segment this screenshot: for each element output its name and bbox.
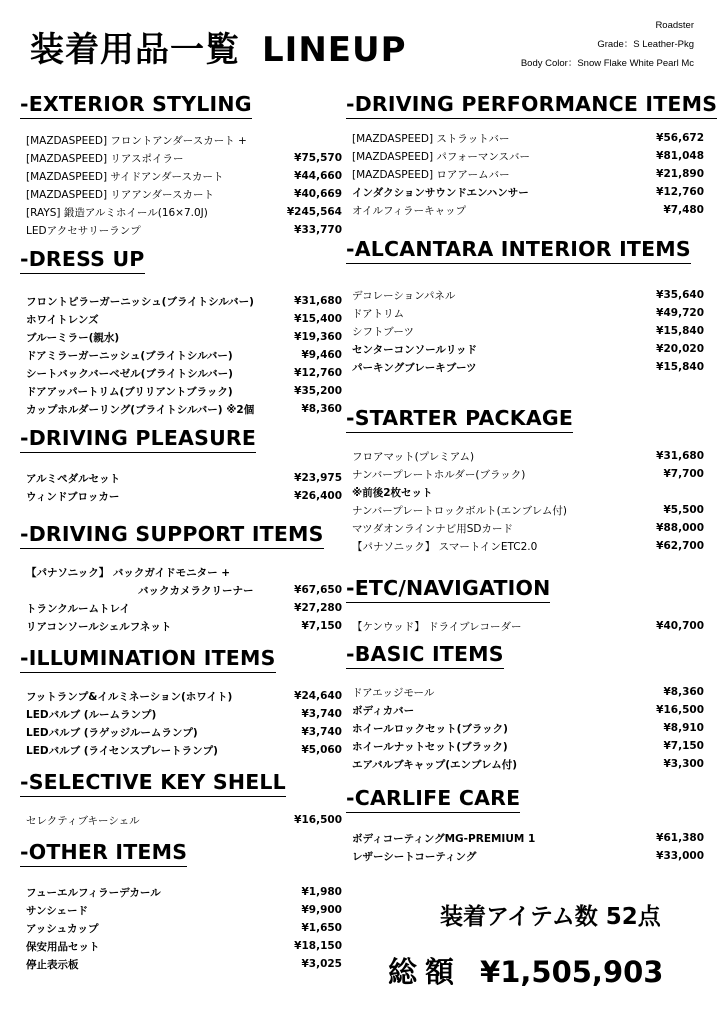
section-title: -DRIVING PLEASURE: [20, 426, 256, 453]
list-item: [346, 847, 704, 865]
item-price: ¥33,770: [294, 224, 342, 236]
item-name: トランクルームトレイ: [26, 602, 130, 615]
list-item: [346, 304, 704, 322]
list-item: [20, 328, 342, 346]
list-item: [20, 221, 342, 239]
item-name: ウィンドブロッカー: [26, 490, 120, 503]
item-price: ¥16,500: [656, 704, 704, 716]
grade: Grade：S Leather-Pkg: [597, 39, 694, 50]
item-name: ナンバープレートホルダー(ブラック): [352, 468, 526, 481]
list-item: [346, 683, 704, 701]
item-list: [346, 829, 704, 865]
item-name: リアコンソールシェルフネット: [26, 620, 172, 633]
item-name: [MAZDASPEED] リアアンダースカート: [26, 188, 215, 201]
list-item: [20, 487, 342, 505]
item-price: ¥12,760: [656, 186, 704, 198]
list-item: [346, 829, 704, 847]
section-dress-up: [20, 247, 342, 418]
item-name: ホワイトレンズ: [26, 313, 99, 326]
item-name: ホイールロックセット(ブラック): [352, 722, 508, 735]
list-item: [20, 687, 342, 705]
list-item: [346, 719, 704, 737]
item-name: 【ケンウッド】 ドライブレコーダー: [352, 620, 522, 633]
item-list: [20, 292, 342, 418]
list-item: [346, 286, 704, 304]
item-list: [20, 469, 342, 505]
list-item: [346, 737, 704, 755]
item-price: ¥3,300: [663, 758, 704, 770]
item-price: ¥7,700: [663, 468, 704, 480]
section-starter-package: [346, 406, 704, 555]
item-name: ホイールナットセット(ブラック): [352, 740, 508, 753]
item-price: ¥16,500: [294, 814, 342, 826]
item-price: ¥15,840: [656, 361, 704, 373]
item-price: ¥5,500: [663, 504, 704, 516]
item-name: フューエルフィラーデカール: [26, 886, 161, 899]
item-price: ¥33,000: [656, 850, 704, 862]
item-name: セレクティブキーシェル: [26, 814, 140, 827]
item-name: マツダオンラインナビ用SDカード: [352, 522, 514, 535]
list-item: [346, 447, 704, 465]
section-title: -DRESS UP: [20, 247, 145, 274]
item-list: [20, 687, 342, 759]
item-list: [346, 447, 704, 555]
list-item: [20, 469, 342, 487]
item-name: 【パナソニック】 スマートインETC2.0: [352, 540, 538, 553]
section-title: -DRIVING PERFORMANCE ITEMS: [346, 92, 717, 119]
list-item: [20, 723, 342, 741]
list-item: [20, 310, 342, 328]
item-name: バックカメラクリーナー: [138, 584, 254, 597]
item-price: ¥44,660: [294, 170, 342, 182]
item-price: ¥23,975: [294, 472, 342, 484]
section-title: -BASIC ITEMS: [346, 642, 504, 669]
item-price: ¥1,980: [301, 886, 342, 898]
list-item: [20, 346, 342, 364]
item-price: ¥8,910: [663, 722, 704, 734]
list-item: [20, 167, 342, 185]
list-item: [20, 705, 342, 723]
item-name: [MAZDASPEED] サイドアンダースカート: [26, 170, 224, 183]
item-price: ¥12,760: [294, 367, 342, 379]
item-list: [20, 883, 342, 973]
list-item: [20, 581, 342, 599]
section-title: -ILLUMINATION ITEMS: [20, 646, 276, 673]
item-price: ¥3,740: [301, 708, 342, 720]
item-price: ¥15,400: [294, 313, 342, 325]
item-name: LEDバルブ (ライセンスプレートランプ): [26, 744, 218, 757]
item-name: [RAYS] 鍛造アルミホイール(16×7.0J): [26, 206, 208, 219]
item-name: シートバックバーベゼル(ブライトシルバー): [26, 367, 233, 380]
item-name: フロントピラーガーニッシュ(ブライトシルバー): [26, 295, 254, 308]
item-list: [346, 286, 704, 376]
body-color: Body Color：Snow Flake White Pearl Mc: [520, 58, 694, 69]
section-title: -STARTER PACKAGE: [346, 406, 573, 433]
list-item: [346, 483, 704, 501]
vehicle-info: [521, 16, 694, 73]
item-price: ¥18,150: [294, 940, 342, 952]
list-item: [346, 501, 704, 519]
item-name: 停止表示板: [26, 958, 79, 971]
item-name: ドアミラーガーニッシュ(ブライトシルバー): [26, 349, 233, 362]
item-name: フットランプ&イルミネーション(ホワイト): [26, 690, 233, 703]
item-name: 【パナソニック】 バックガイドモニター +: [26, 566, 231, 579]
list-item: [20, 901, 342, 919]
item-price: ¥24,640: [294, 690, 342, 702]
section-title: -DRIVING SUPPORT ITEMS: [20, 522, 324, 549]
list-item: [20, 149, 342, 167]
page-title: [30, 22, 407, 71]
section-exterior-styling: [20, 92, 342, 239]
list-item: [20, 382, 342, 400]
list-item: [346, 701, 704, 719]
list-item: [20, 185, 342, 203]
item-price: ¥9,460: [301, 349, 342, 361]
item-name: ナンバープレートロックボルト(エンブレム付): [352, 504, 567, 517]
title-jp: 装着用品一覧: [30, 30, 240, 70]
item-price: ¥8,360: [663, 686, 704, 698]
item-list: [346, 683, 704, 773]
section-driving-support-items: [20, 522, 342, 635]
item-price: ¥9,900: [301, 904, 342, 916]
item-name: [MAZDASPEED] ストラットバー: [352, 132, 510, 145]
item-name: [MAZDASPEED] ロアアームバー: [352, 168, 510, 181]
total-label: 総額: [388, 955, 463, 989]
item-price: ¥31,680: [294, 295, 342, 307]
list-item: [20, 131, 342, 149]
section-carlife-care: [346, 786, 704, 865]
item-name: LEDアクセサリーランプ: [26, 224, 141, 237]
list-item: [346, 617, 704, 635]
list-item: [346, 755, 704, 773]
list-item: [346, 340, 704, 358]
item-price: ¥56,672: [656, 132, 704, 144]
item-name: ボディカバー: [352, 704, 415, 717]
item-name: アッシュカップ: [26, 922, 99, 935]
item-list: [20, 131, 342, 239]
item-price: ¥40,700: [656, 620, 704, 632]
section-title: -ETC/NAVIGATION: [346, 576, 550, 603]
item-price: ¥88,000: [656, 522, 704, 534]
list-item: [346, 165, 704, 183]
list-item: [346, 322, 704, 340]
list-item: [346, 358, 704, 376]
item-name: カップホルダーリング(ブライトシルバー) ※2個: [26, 403, 255, 416]
list-item: [346, 201, 704, 219]
list-item: [20, 741, 342, 759]
list-item: [346, 537, 704, 555]
item-price: ¥8,360: [301, 403, 342, 415]
item-price: ¥7,150: [301, 620, 342, 632]
item-name: アルミペダルセット: [26, 472, 121, 485]
section-basic-items: [346, 642, 704, 773]
item-price: ¥245,564: [286, 206, 342, 218]
section-driving-performance-items: [346, 92, 718, 219]
item-name: パーキングブレーキブーツ: [352, 361, 477, 374]
list-item: [20, 883, 342, 901]
item-name: ※前後2枚セット: [352, 486, 433, 499]
item-price: ¥35,200: [294, 385, 342, 397]
item-price: ¥20,020: [656, 343, 704, 355]
item-price: ¥5,060: [301, 744, 342, 756]
section-title: -CARLIFE CARE: [346, 786, 520, 813]
item-price: ¥3,740: [301, 726, 342, 738]
item-price: ¥7,150: [663, 740, 704, 752]
section-title: -SELECTIVE KEY SHELL: [20, 770, 286, 797]
section-selective-key-shell: [20, 770, 342, 829]
list-item: [20, 563, 342, 581]
item-name: センターコンソールリッド: [352, 343, 477, 356]
item-name: デコレーションパネル: [352, 289, 456, 302]
item-name: フロアマット(プレミアム): [352, 450, 475, 463]
item-name: ブルーミラー(親水): [26, 331, 120, 344]
item-list: [346, 129, 704, 219]
item-name: LEDバルブ (ラゲッジルームランプ): [26, 726, 198, 739]
list-item: [20, 400, 342, 418]
item-name: [MAZDASPEED] パフォーマンスバー: [352, 150, 531, 163]
list-item: [20, 919, 342, 937]
item-name: インダクションサウンドエンハンサー: [352, 186, 529, 199]
list-item: [346, 129, 704, 147]
item-price: ¥35,640: [656, 289, 704, 301]
item-name: ドアトリム: [352, 307, 405, 320]
list-item: [346, 519, 704, 537]
item-price: ¥49,720: [656, 307, 704, 319]
item-name: オイルフィラーキャップ: [352, 204, 467, 217]
item-price: ¥19,360: [294, 331, 342, 343]
list-item: [20, 599, 342, 617]
item-price: ¥81,048: [656, 150, 704, 162]
item-name: [MAZDASPEED] フロントアンダースカート +: [26, 134, 247, 147]
section-driving-pleasure: [20, 426, 342, 505]
item-name: 保安用品セット: [26, 940, 100, 953]
item-price: ¥21,890: [656, 168, 704, 180]
list-item: [20, 292, 342, 310]
section-other-items: [20, 840, 342, 973]
model-name: Roadster: [655, 20, 694, 31]
item-name: [MAZDASPEED] リアスポイラー: [26, 152, 184, 165]
list-item: [20, 955, 342, 973]
list-item: [346, 183, 704, 201]
item-price: ¥31,680: [656, 450, 704, 462]
list-item: [346, 147, 704, 165]
item-list: [20, 563, 342, 635]
title-en: LINEUP: [262, 30, 407, 70]
item-name: サンシェード: [26, 904, 89, 917]
item-price: ¥7,480: [663, 204, 704, 216]
section-title: -EXTERIOR STYLING: [20, 92, 252, 119]
item-name: レザーシートコーティング: [352, 850, 477, 863]
item-list: [346, 617, 704, 635]
list-item: [20, 937, 342, 955]
section-title: -OTHER ITEMS: [20, 840, 187, 867]
section-alcantara-interior-items: [346, 237, 704, 376]
list-item: [20, 203, 342, 221]
item-price: ¥15,840: [656, 325, 704, 337]
item-price: ¥61,380: [656, 832, 704, 844]
item-name: エアバルブキャップ(エンブレム付): [352, 758, 517, 771]
item-price: ¥67,650: [294, 584, 342, 596]
item-price: ¥75,570: [294, 152, 342, 164]
list-item: [346, 465, 704, 483]
item-price: ¥26,400: [294, 490, 342, 502]
list-item: [20, 364, 342, 382]
item-list: [20, 811, 342, 829]
section-title: -ALCANTARA INTERIOR ITEMS: [346, 237, 691, 264]
item-name: ドアエッジモール: [352, 686, 435, 699]
item-name: LEDバルブ (ルームランプ): [26, 708, 157, 721]
item-price: ¥62,700: [656, 540, 704, 552]
list-item: [20, 617, 342, 635]
list-item: [20, 811, 342, 829]
grand-total: [388, 950, 663, 991]
item-price: ¥40,669: [294, 188, 342, 200]
item-name: シフトブーツ: [352, 325, 414, 338]
section-illumination-items: [20, 646, 342, 759]
item-price: ¥1,650: [301, 922, 342, 934]
item-name: ボディコーティングMG-PREMIUM 1: [352, 832, 536, 845]
item-name: ドアアッパートリム(ブリリアントブラック): [26, 385, 233, 398]
section-etc-navigation: [346, 576, 704, 635]
total-value: ¥1,505,903: [480, 955, 664, 989]
item-price: ¥27,280: [294, 602, 342, 614]
item-count: 装着アイテム数 52点: [440, 904, 661, 930]
item-price: ¥3,025: [301, 958, 342, 970]
